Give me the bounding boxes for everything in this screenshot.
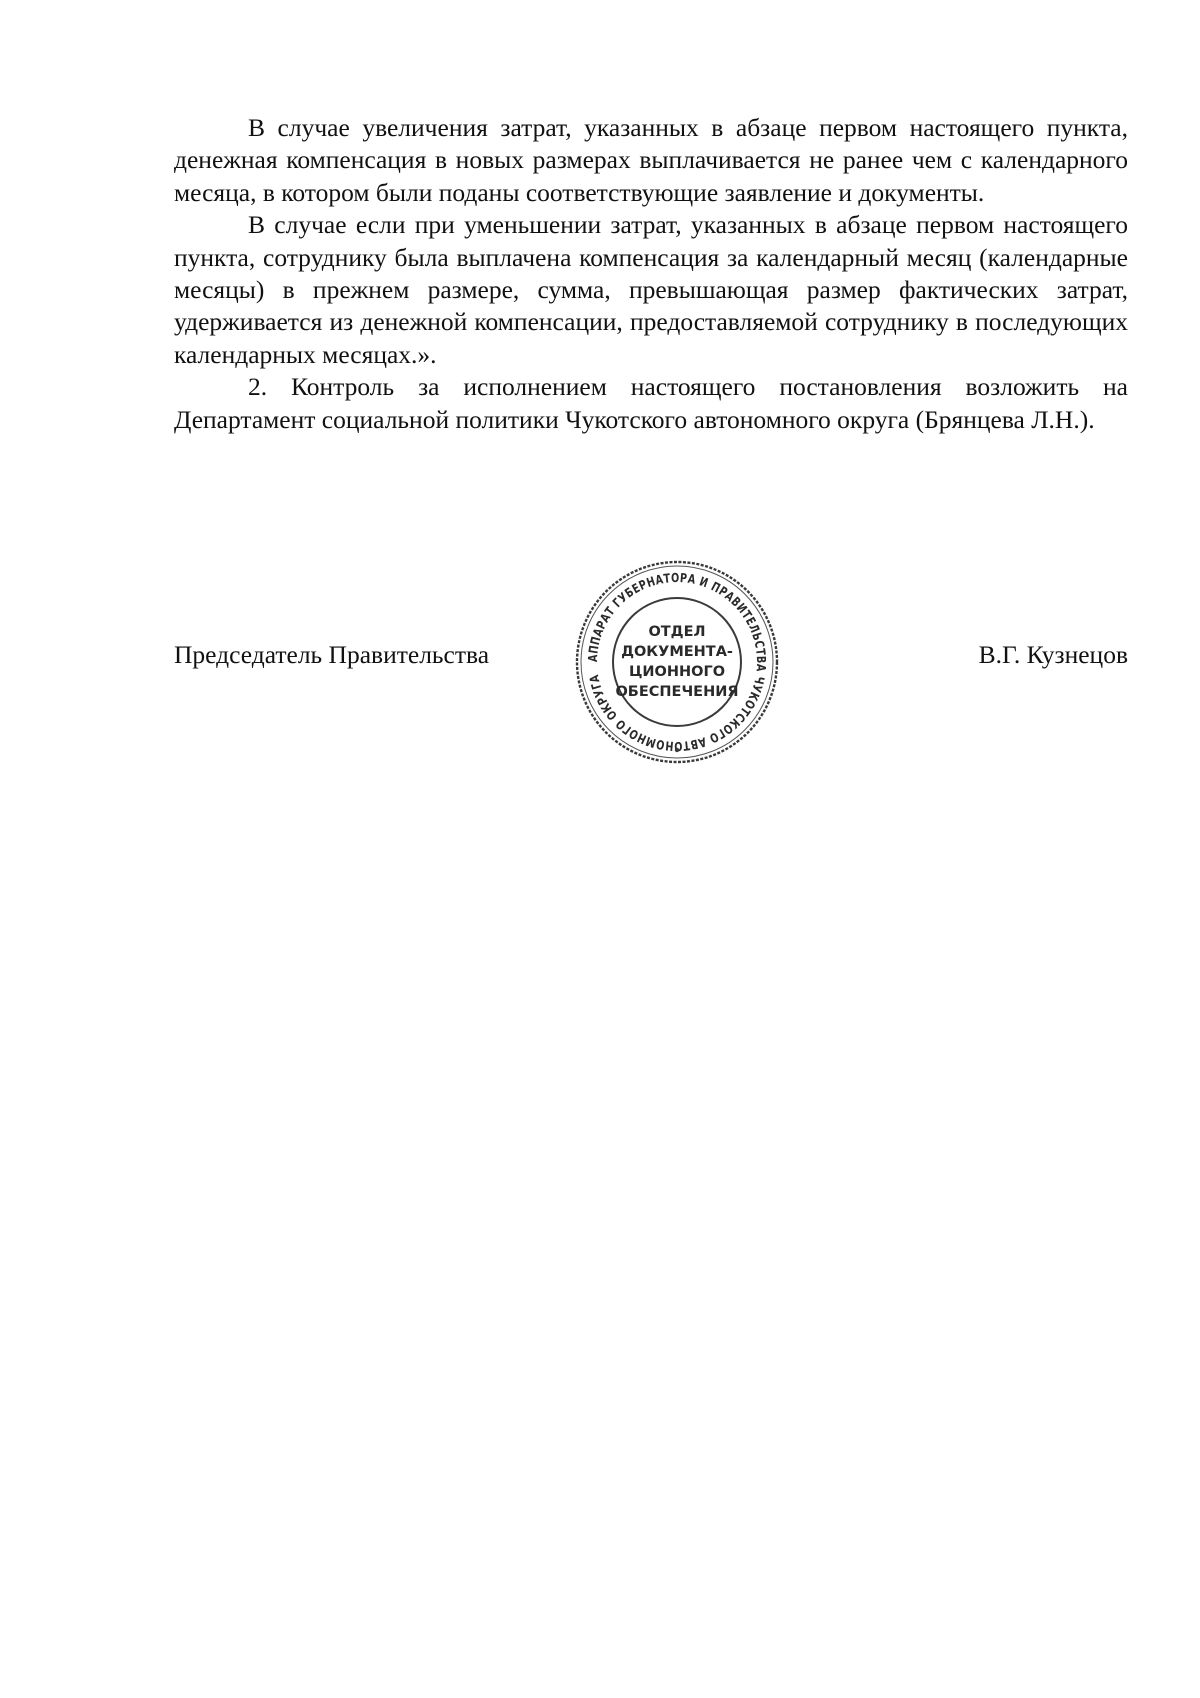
stamp-seal-icon — [572, 557, 782, 767]
signer-name: В.Г. Кузнецов — [978, 640, 1128, 669]
document-body — [174, 112, 1128, 436]
paragraph-cost-decrease: В случае если при уменьшении затрат, указанных в абзаце первом настоящего пункта, сотруднику была выплачена компенсация за календарный месяц (календарные месяцы) в прежнем размере, сумма, превышающая размер фактических затрат, удерживается из денежной компенсации, предоставляемой сотруднику в последующих календарных месяцах.». — [174, 210, 1128, 369]
stamp-center-line-2: ДОКУМЕНТА- — [621, 644, 733, 660]
stamp-ring-text: АППАРАТ ГУБЕРНАТОРА И ПРАВИТЕЛЬСТВА ЧУКОТСКОГО АВТОНОМНОГО ОКРУГА — [584, 569, 770, 755]
paragraph-cost-increase: В случае увеличения затрат, указанных в абзаце первом настоящего пункта, денежная компенсация в новых размерах выплачивается не ранее чем с календарного месяца, в котором были поданы соответствующие заявление и документы. — [174, 113, 1128, 207]
official-stamp — [572, 557, 782, 767]
stamp-center-line-4: ОБЕСПЕЧЕНИЯ — [615, 684, 739, 700]
paragraph-control: 2. Контроль за исполнением настоящего постановления возложить на Департамент социальной политики Чукотского автономного округа (Брянцева Л.Н.). — [174, 372, 1128, 434]
stamp-center-line-3: ЦИОННОГО — [628, 664, 726, 680]
stamp-center-line-1: ОТДЕЛ — [648, 624, 706, 640]
signer-position: Председатель Правительства — [174, 640, 490, 669]
